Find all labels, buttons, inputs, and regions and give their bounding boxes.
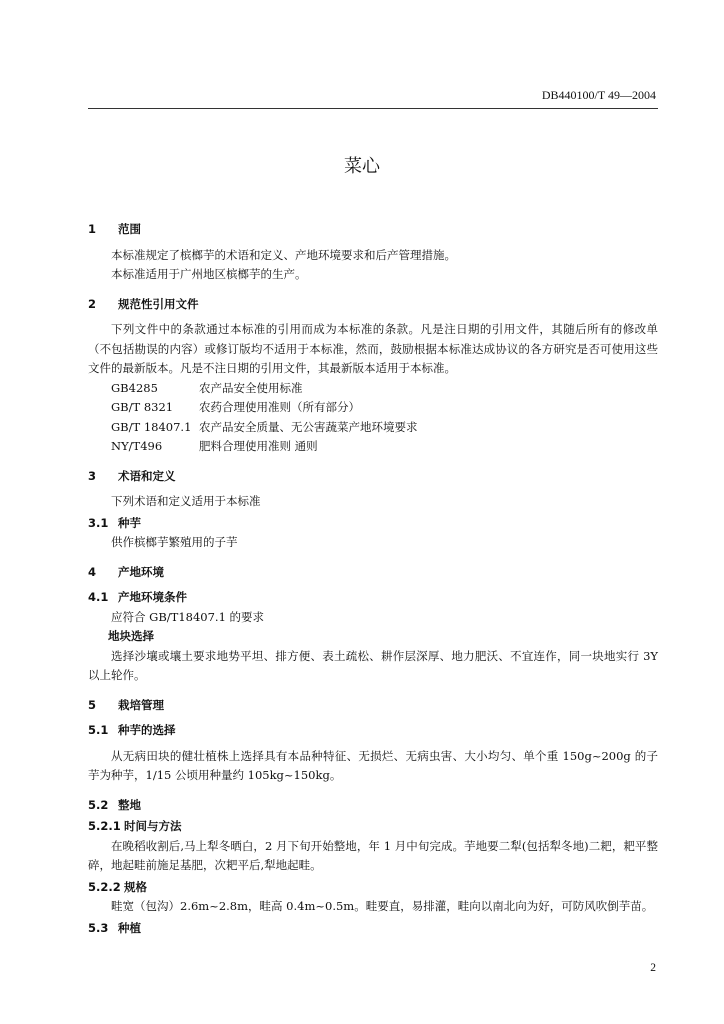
section-4-1-heading: 4.1 产地环境条件 — [88, 590, 187, 604]
plot-selection-text: 选择沙壤或壤土要求地势平坦、排方便、表土疏松、耕作层深厚、地力肥沃、不宜连作，同一块地实行 3Y 以上轮作。 — [88, 648, 658, 682]
section-3-heading: 3 术语和定义 — [88, 468, 176, 483]
document-body — [88, 210, 658, 938]
section-5-heading: 5 栽培管理 — [88, 697, 164, 712]
section-3-intro: 下列术语和定义适用于本标准 — [111, 494, 261, 508]
document-title: 菜心 — [344, 156, 380, 177]
reference-row: GB/T 18407.1 农产品安全质量、无公害蔬菜产地环境要求 — [111, 419, 418, 434]
section-5-1-text: 从无病田块的健壮植株上选择具有本品种特征、无损烂、无病虫害、大小均匀、单个重 150g~200g 的子芋为种芋，1/15 公顷用种量约 105kg~150kg。 — [88, 748, 658, 782]
section-4-1-text: 应符合 GB/T18407.1 的要求 — [111, 609, 265, 624]
section-3-1-text: 供作槟榔芋繁殖用的子芋 — [111, 535, 238, 549]
section-5-2-2-heading: 5.2.2 规格 — [88, 879, 147, 894]
section-5-2-1-heading: 5.2.1 时间与方法 — [88, 819, 182, 833]
section-5-2-heading: 5.2 整地 — [88, 797, 141, 812]
section-5-3-heading: 5.3 种植 — [88, 920, 141, 935]
section-5-2-2-text: 畦宽（包沟）2.6m~2.8m，畦高 0.4m~0.5m。畦要直，易排灌，畦向以南北向为好，可防风吹倒芋苗。 — [111, 899, 654, 913]
reference-row: GB4285 农产品安全使用标准 — [111, 380, 303, 395]
section-2-intro: 下列文件中的条款通过本标准的引用而成为本标准的条款。凡是注日期的引用文件，其随后所有的修改单（不包括勘误的内容）或修订版均不适用于本标准，然而，鼓励根据本标准达成协议的各方研究是否可使用这些文件的最新版本。凡是不注日期的引用文件，其最新版本适用于本标准。 — [88, 322, 658, 375]
plot-selection-heading: 地块选择 — [108, 629, 154, 643]
page-number: 2 — [650, 962, 656, 974]
section-2-heading: 2 规范性引用文件 — [88, 296, 199, 311]
document-code: DB440100/T 49—2004 — [541, 88, 656, 102]
section-1-heading: 1 范围 — [88, 222, 141, 236]
section-5-1-heading: 5.1 种芋的选择 — [88, 723, 176, 737]
section-4-heading: 4 产地环境 — [88, 564, 164, 579]
section-3-1-heading: 3.1 种芋 — [88, 515, 141, 530]
section-5-2-1-text: 在晚稻收割后,马上犁冬晒白，2 月下旬开始整地，年 1 月中旬完成。芋地要二犁(包括犁冬地)二耙，耙平整碎，地起畦前施足基肥，次耙平后,犁地起畦。 — [88, 838, 658, 872]
header-rule — [88, 108, 658, 109]
section-1-paragraph-2: 本标准适用于广州地区槟榔芋的生产。 — [111, 267, 307, 281]
reference-row: NY/T496 肥料合理使用准则 通则 — [111, 439, 318, 453]
reference-row: GB/T 8321 农药合理使用准则（所有部分） — [111, 400, 360, 414]
section-1-paragraph-1: 本标准规定了槟榔芋的术语和定义、产地环境要求和后产管理措施。 — [111, 247, 456, 262]
